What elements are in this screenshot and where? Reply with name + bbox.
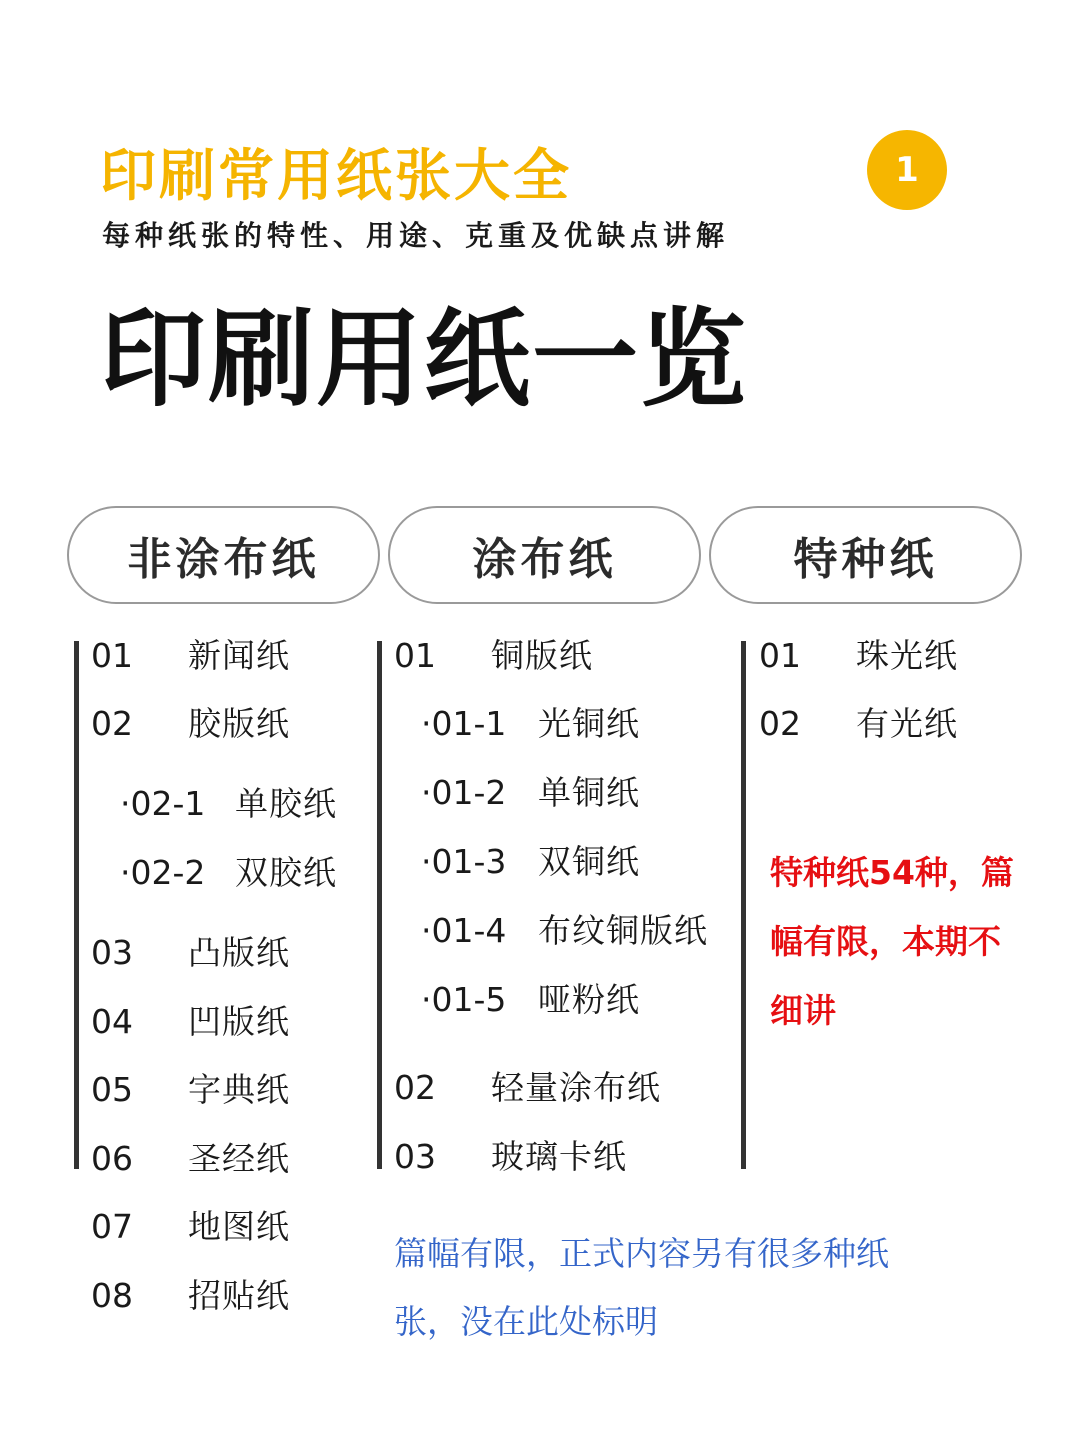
column-divider-coated <box>377 641 382 1169</box>
list-subitem <box>421 911 731 951</box>
page-number-badge: 1 <box>867 130 947 210</box>
list-item <box>759 704 1019 744</box>
footer-note: 篇幅有限，正式内容另有很多种纸张，没在此处标明 <box>394 1234 889 1341</box>
list-item <box>394 1137 724 1177</box>
item-number: 02 <box>759 704 801 743</box>
item-label: 字典纸 <box>188 1070 290 1109</box>
item-label: 哑粉纸 <box>538 980 640 1019</box>
item-label: 布纹铜版纸 <box>538 911 708 950</box>
list-item <box>394 1068 724 1108</box>
item-number: 08 <box>91 1276 133 1315</box>
item-label: 胶版纸 <box>188 704 290 743</box>
list-item <box>91 704 351 744</box>
document-title: 印刷常用纸张大全 <box>100 144 572 209</box>
item-label: 新闻纸 <box>188 636 290 675</box>
item-label: 轻量涂布纸 <box>491 1068 661 1107</box>
document-subtitle: 每种纸张的特性、用途、克重及优缺点讲解 <box>102 219 730 252</box>
list-item <box>91 1002 351 1042</box>
item-number: 06 <box>91 1139 133 1178</box>
item-number: ·01-5 <box>421 980 507 1019</box>
item-label: 单铜纸 <box>538 773 640 812</box>
list-item <box>91 1139 351 1179</box>
item-label: 地图纸 <box>188 1207 290 1246</box>
list-subitem <box>421 842 731 882</box>
list-item <box>91 636 351 676</box>
item-number: 01 <box>91 636 133 675</box>
main-heading: 印刷用纸一览 <box>100 298 748 421</box>
item-number: 02 <box>394 1068 436 1107</box>
item-number: ·01-1 <box>421 704 507 743</box>
list-item <box>394 636 724 676</box>
item-label: 招贴纸 <box>188 1276 290 1315</box>
item-number: ·01-3 <box>421 842 507 881</box>
item-number: 01 <box>394 636 436 675</box>
item-label: 珠光纸 <box>856 636 958 675</box>
item-number: 02 <box>91 704 133 743</box>
item-number: ·02-2 <box>120 853 206 892</box>
item-number: ·01-2 <box>421 773 507 812</box>
list-subitem <box>421 980 731 1020</box>
list-item <box>91 1070 351 1110</box>
item-label: 单胶纸 <box>235 784 337 823</box>
list-item <box>91 1207 351 1247</box>
list-subitem <box>421 773 731 813</box>
item-label: 双胶纸 <box>235 853 337 892</box>
list-subitem <box>421 704 731 744</box>
item-number: 07 <box>91 1207 133 1246</box>
item-label: 圣经纸 <box>188 1139 290 1178</box>
item-number: ·02-1 <box>120 784 206 823</box>
list-item <box>91 933 351 973</box>
category-uncoated-paper: 非涂布纸 <box>67 506 380 604</box>
item-number: ·01-4 <box>421 911 507 950</box>
category-coated-paper: 涂布纸 <box>388 506 701 604</box>
list-item <box>759 636 1019 676</box>
list-subitem <box>120 784 360 824</box>
list-item <box>91 1276 351 1316</box>
item-label: 凸版纸 <box>188 933 290 972</box>
column-divider-specialty <box>741 641 746 1169</box>
item-label: 铜版纸 <box>491 636 593 675</box>
item-label: 玻璃卡纸 <box>491 1137 627 1176</box>
category-specialty-paper: 特种纸 <box>709 506 1022 604</box>
item-number: 04 <box>91 1002 133 1041</box>
column-divider-uncoated <box>74 641 79 1169</box>
item-number: 03 <box>394 1137 436 1176</box>
item-label: 凹版纸 <box>188 1002 290 1041</box>
item-label: 双铜纸 <box>538 842 640 881</box>
item-label: 有光纸 <box>856 704 958 743</box>
list-subitem <box>120 853 360 893</box>
item-number: 03 <box>91 933 133 972</box>
item-number: 01 <box>759 636 801 675</box>
item-label: 光铜纸 <box>538 704 640 743</box>
specialty-paper-note: 特种纸54种，篇幅有限，本期不细讲 <box>770 853 1014 1030</box>
item-number: 05 <box>91 1070 133 1109</box>
